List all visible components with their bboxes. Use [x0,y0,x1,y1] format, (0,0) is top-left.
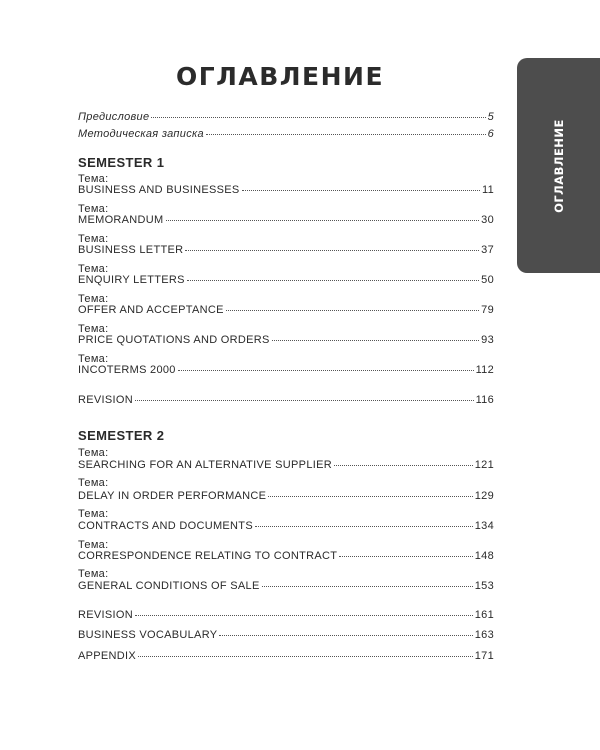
entry-title: BUSINESS AND BUSINESSES [78,184,240,196]
toc-entry-revision-2[interactable] [78,609,494,622]
dot-leader [272,340,479,341]
side-tab [517,58,600,273]
entry-title: GENERAL CONDITIONS OF SALE [78,580,260,592]
topic-label: Тема: [78,233,109,245]
toc-entry[interactable] [78,459,494,472]
dot-leader [334,465,473,466]
entry-page: 148 [474,550,494,562]
dot-leader [135,615,473,616]
side-tab-label: ОГЛАВЛЕНИЕ [551,118,566,213]
topic-label: Тема: [78,173,109,185]
entry-title: DELAY IN ORDER PERFORMANCE [78,490,267,502]
entry-page: 161 [474,609,494,621]
dot-leader [268,496,472,497]
entry-title: MEMORANDUM [78,214,164,226]
toc-entry-preface[interactable] [78,111,494,124]
entry-title: OFFER AND ACCEPTANCE [78,304,224,316]
entry-title: Предисловие [78,111,150,123]
entry-page: 6 [487,128,494,140]
dot-leader [151,117,485,118]
entry-page: 121 [474,459,494,471]
toc-entry[interactable] [78,550,494,563]
page-title: ОГЛАВЛЕНИЕ [175,62,385,91]
topic-label: Тема: [78,203,109,215]
toc-entry[interactable] [78,184,494,197]
toc-entry-business-vocabulary[interactable] [78,629,494,642]
entry-page: 112 [475,364,494,376]
entry-page: 153 [474,580,494,592]
toc-entry[interactable] [78,580,494,593]
topic-label: Тема: [78,539,109,551]
entry-page: 163 [474,629,494,641]
entry-title: PRICE QUOTATIONS AND ORDERS [78,334,270,346]
topic-label: Тема: [78,477,109,489]
dot-leader [339,556,472,557]
entry-page: 134 [474,520,494,532]
entry-page: 171 [474,650,494,662]
dot-leader [187,280,479,281]
entry-page: 129 [474,490,494,502]
toc-entry[interactable] [78,304,494,317]
entry-title: BUSINESS VOCABULARY [78,629,218,641]
toc-entry-methodical-note[interactable] [78,128,494,141]
dot-leader [166,220,480,221]
dot-leader [255,526,473,527]
dot-leader [138,656,473,657]
toc-entry-revision-1[interactable] [78,394,494,407]
entry-page: 5 [487,111,494,123]
toc-entry[interactable] [78,214,494,227]
entry-title: CORRESPONDENCE RELATING TO CONTRACT [78,550,338,562]
toc-entry[interactable] [78,520,494,533]
entry-page: 37 [481,244,494,256]
entry-title: INCOTERMS 2000 [78,364,176,376]
entry-page: 50 [481,274,494,286]
topic-label: Тема: [78,353,109,365]
semester-1-heading: SEMESTER 1 [78,155,165,170]
entry-title: APPENDIX [78,650,137,662]
entry-page: 30 [481,214,494,226]
entry-page: 116 [475,394,494,406]
entry-title: REVISION [78,394,133,406]
topic-label: Тема: [78,568,109,580]
toc-entry-appendix[interactable] [78,650,494,663]
topic-label: Тема: [78,323,109,335]
entry-title: ENQUIRY LETTERS [78,274,185,286]
topic-label: Тема: [78,293,109,305]
dot-leader [185,250,479,251]
table-of-contents [78,0,494,750]
dot-leader [242,190,480,191]
toc-entry[interactable] [78,364,494,377]
toc-entry[interactable] [78,490,494,503]
topic-label: Тема: [78,508,109,520]
dot-leader [135,400,474,401]
entry-title: BUSINESS LETTER [78,244,184,256]
toc-entry[interactable] [78,244,494,257]
dot-leader [226,310,479,311]
entry-page: 11 [481,184,494,196]
dot-leader [262,586,473,587]
toc-entry[interactable] [78,274,494,287]
topic-label: Тема: [78,447,109,459]
toc-entry[interactable] [78,334,494,347]
entry-page: 93 [481,334,494,346]
dot-leader [178,370,474,371]
topic-label: Тема: [78,263,109,275]
entry-title: CONTRACTS AND DOCUMENTS [78,520,253,532]
dot-leader [206,134,486,135]
entry-title: SEARCHING FOR AN ALTERNATIVE SUPPLIER [78,459,332,471]
semester-2-heading: SEMESTER 2 [78,428,165,443]
dot-leader [219,635,472,636]
entry-title: Методическая записка [78,128,204,140]
entry-title: REVISION [78,609,133,621]
entry-page: 79 [481,304,494,316]
